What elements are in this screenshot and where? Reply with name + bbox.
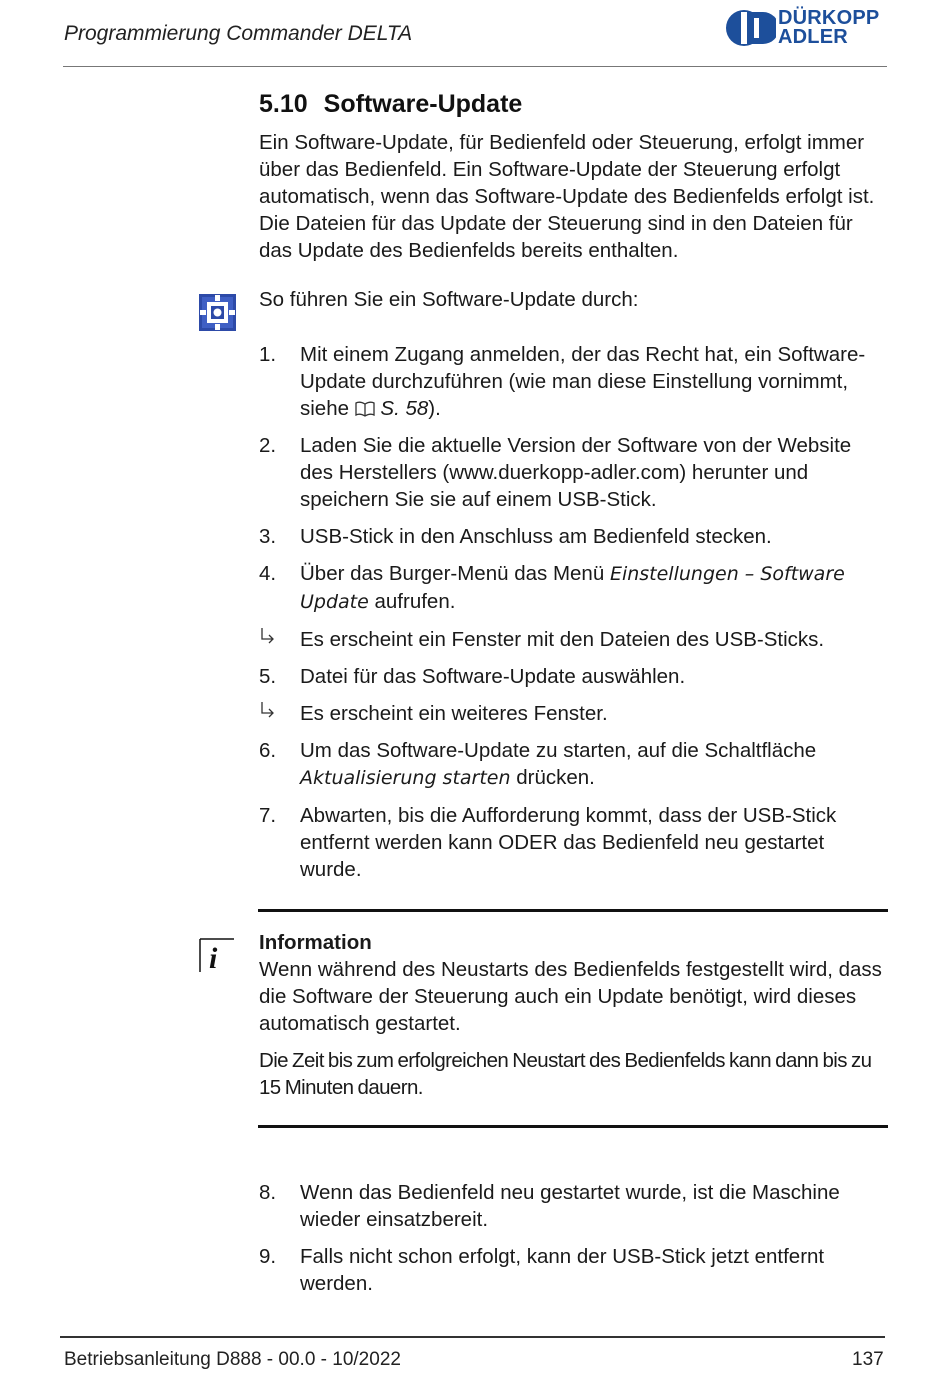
- duerkopp-adler-logo: [724, 8, 890, 52]
- logo-line-1: DÜRKOPP: [778, 7, 880, 29]
- intro-paragraph: Ein Software-Update, für Bedienfeld oder Steuerung, erfolgt immer über das Bedienfeld. Ein Software-Update der Steuerung erfolgt automatisch, wenn das Software-Update des Bedienfelds erfolgt ist. Die Dateien für das Update der Steuerung sind in den Dateien für das Update des Bedienfelds bereits enthalten.: [259, 131, 875, 262]
- step-number: 3.: [259, 525, 277, 548]
- step-result-text: Es erscheint ein Fenster mit den Dateien des USB-Sticks.: [300, 628, 825, 651]
- list-item: [259, 341, 889, 422]
- step-number: 2.: [259, 434, 277, 457]
- step-number: 4.: [259, 562, 277, 585]
- information-icon: [199, 937, 235, 973]
- step-number: 7.: [259, 804, 277, 827]
- section-number: 5.10: [259, 90, 308, 118]
- info-paragraph: Die Zeit bis zum erfolgreichen Neustart des Bedienfelds kann dann bis zu 15 Minuten dauern.: [259, 1049, 872, 1099]
- book-icon: [355, 397, 375, 420]
- step-result-text: Es erscheint ein weiteres Fenster.: [300, 702, 608, 725]
- logo-mark-icon: [724, 8, 776, 48]
- step-text: Wenn das Bedienfeld neu gestartet wurde, ist die Maschine wieder einsatzbereit.: [300, 1181, 840, 1231]
- logo-line-2: ADLER: [778, 26, 848, 48]
- step-number: 9.: [259, 1245, 277, 1268]
- list-item: [259, 626, 889, 653]
- step-number: 5.: [259, 665, 277, 688]
- header-divider: [63, 66, 887, 67]
- section-title: Software-Update: [323, 90, 523, 118]
- info-title: Information: [259, 931, 372, 954]
- list-item: [259, 432, 889, 513]
- info-box-top-rule: [258, 909, 888, 912]
- page-reference-link[interactable]: S. 58: [380, 397, 429, 420]
- result-arrow-icon: [259, 700, 295, 727]
- list-item: [259, 802, 889, 883]
- info-paragraph: Wenn während des Neustarts des Bedienfelds festgestellt wird, dass die Software der Steuerung auch ein Update benötigt, wird dieses automatisch gestartet.: [259, 958, 882, 1035]
- information-box: [259, 929, 889, 1111]
- step-text: Über das Burger-Menü das Menü: [300, 562, 610, 585]
- step-text: USB-Stick in den Anschluss am Bedienfeld stecken.: [300, 525, 772, 548]
- list-item: [259, 663, 889, 690]
- step-text: Falls nicht schon erfolgt, kann der USB-Stick jetzt entfernt werden.: [300, 1245, 825, 1295]
- section-heading: [259, 90, 522, 119]
- step-text-suffix: aufrufen.: [368, 590, 456, 613]
- step-number: 6.: [259, 739, 277, 762]
- procedure-steps-list: [259, 341, 889, 893]
- list-item: [259, 1243, 889, 1297]
- button-name: Aktualisierung starten: [300, 767, 511, 789]
- page-number: 137: [852, 1349, 884, 1370]
- procedure-lead: So führen Sie ein Software-Update durch:: [259, 288, 639, 311]
- step-text: Um das Software-Update zu starten, auf die Schaltfläche: [300, 739, 817, 762]
- step-number: 1.: [259, 343, 277, 366]
- svg-text:i: i: [209, 942, 218, 973]
- list-item: [259, 560, 889, 616]
- footer-divider: [60, 1336, 885, 1338]
- document-header-title: Programmierung Commander DELTA: [64, 22, 413, 45]
- step-text-suffix: ).: [428, 397, 441, 420]
- footer-document-id: Betriebsanleitung D888 - 00.0 - 10/2022: [64, 1349, 401, 1370]
- info-box-bottom-rule: [258, 1125, 888, 1128]
- step-text: Datei für das Software-Update auswählen.: [300, 665, 686, 688]
- step-text: Abwarten, bis die Aufforderung kommt, dass der USB-Stick entfernt werden kann ODER das Bedienfeld neu gestartet wurde.: [300, 804, 837, 881]
- step-text: Laden Sie die aktuelle Version der Software von der Website des Herstellers (www.duerkopp-adler.com) herunter und speichern Sie sie auf einem USB-Stick.: [300, 434, 852, 511]
- step-number: 8.: [259, 1181, 277, 1204]
- procedure-steps-icon: [199, 294, 236, 331]
- step-text-suffix: drücken.: [510, 766, 595, 789]
- list-item: [259, 523, 889, 550]
- menu-path: Einstellungen – Software Update: [300, 563, 845, 613]
- result-arrow-icon: [259, 626, 295, 653]
- list-item: [259, 737, 889, 792]
- list-item: [259, 700, 889, 727]
- step-text: Mit einem Zugang anmelden, der das Recht hat, ein Software-Update durchzuführen (wie man diese Einstellung vornimmt, siehe: [300, 343, 866, 420]
- list-item: [259, 1179, 889, 1233]
- procedure-steps-list-continued: [259, 1179, 889, 1307]
